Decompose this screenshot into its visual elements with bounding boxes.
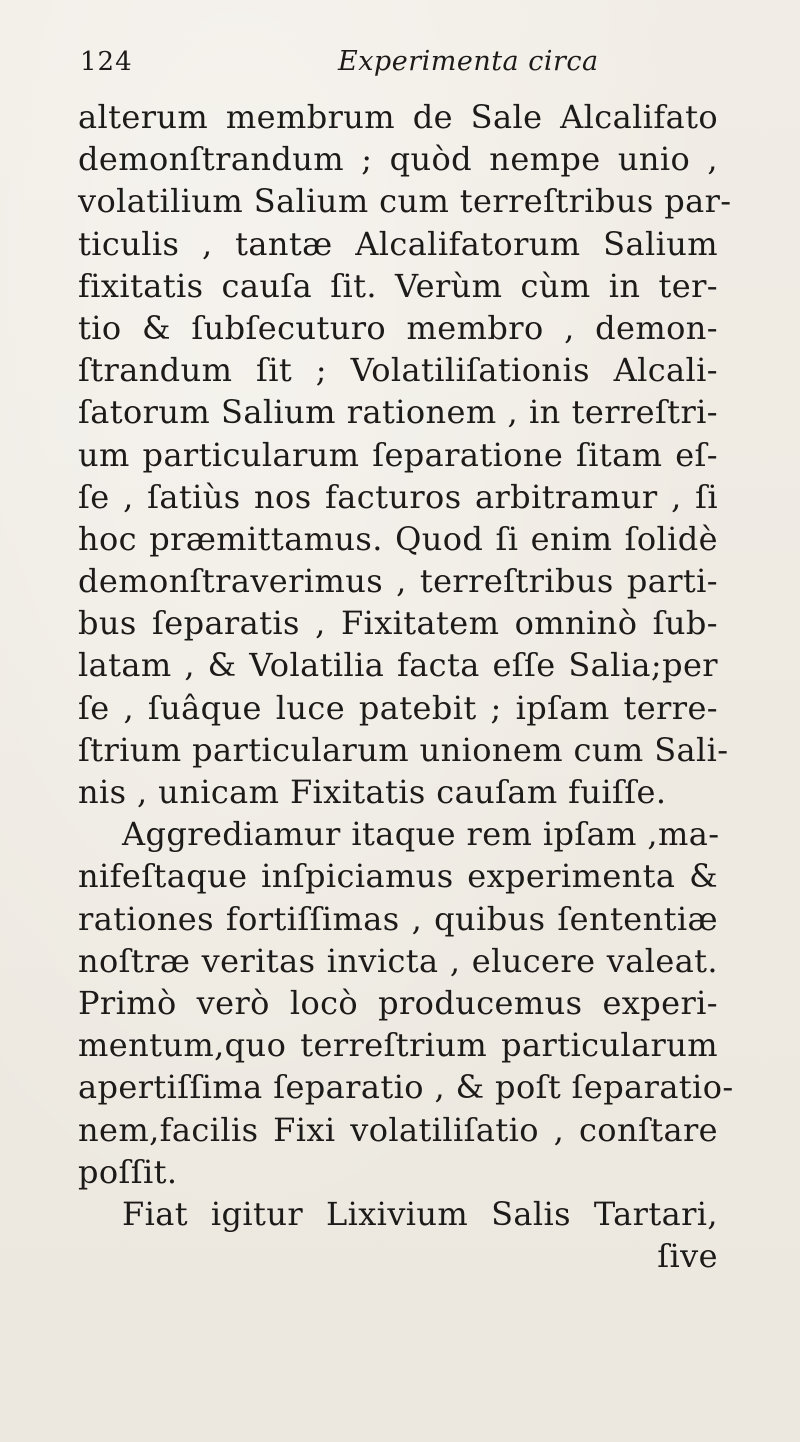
text-line: mentum,quo terreſtrium particularum: [78, 1026, 718, 1065]
running-head: Experimenta circa: [338, 46, 599, 77]
text-line: rationes fortiſſimas , quibus ſententiæ: [78, 899, 718, 938]
text-line: ſe , ſuâque luce patebit ; ipſam terre-: [78, 688, 718, 727]
text-line: fixitatis cauſa ſit. Verùm cùm in ter-: [78, 266, 718, 305]
text-line: apertiſſima ſeparatio , & poſt ſeparatio-: [78, 1068, 734, 1107]
text-line: nifeſtaque inſpiciamus experimenta &: [78, 857, 718, 896]
text-line: bus ſeparatis , Fixitatem omninò ſub-: [78, 604, 718, 643]
text-line: tio & ſubſecuturo membro , demon-: [78, 308, 718, 347]
text-line: volatilium Salium cum terreſtribus par-: [78, 182, 732, 221]
text-line: latam , & Volatilia facta eſſe Salia;per: [78, 646, 718, 685]
text-line: demonſtrandum ; quòd nempe unio ,: [78, 140, 718, 179]
text-line: noſtræ veritas invicta , elucere valeat.: [78, 941, 718, 980]
text-line: um particularum ſeparatione ſitam eſ-: [78, 435, 718, 474]
text-line: hoc præmittamus. Quod ſi enim ſolidè: [78, 519, 718, 558]
text-line: ſtrandum ſit ; Volatiliſationis Alcali-: [78, 351, 718, 390]
text-line: ſtrium particularum unionem cum Sali-: [78, 730, 729, 769]
text-line: demonſtraverimus , terreſtribus parti-: [78, 562, 718, 601]
text-line: poſſit.: [78, 1152, 178, 1191]
text-line: ſe , ſatiùs nos facturos arbitramur , ſi: [78, 477, 718, 516]
text-line: Primò verò locò producemus experi-: [78, 983, 718, 1022]
text-line: ticulis , tantæ Alcalifatorum Salium: [78, 224, 718, 263]
text-line: nem,facilis Fixi volatiliſatio , conſtare: [78, 1110, 718, 1149]
paragraph-start-line: Fiat igitur Lixivium Salis Tartari,: [122, 1194, 718, 1233]
text-line: alterum membrum de Sale Alcalifato: [78, 98, 718, 136]
body-text: [78, 96, 734, 1277]
page-number: 124: [80, 47, 133, 77]
text-line: ſatorum Salium rationem , in terreſtri-: [78, 393, 718, 432]
catchword: ſive: [657, 1237, 718, 1276]
page-header: [80, 40, 700, 84]
paragraph-start-line: Aggrediamur itaque rem ipſam ,ma-: [122, 815, 720, 854]
text-line: nis , unicam Fixitatis cauſam fuiſſe.: [78, 773, 667, 811]
